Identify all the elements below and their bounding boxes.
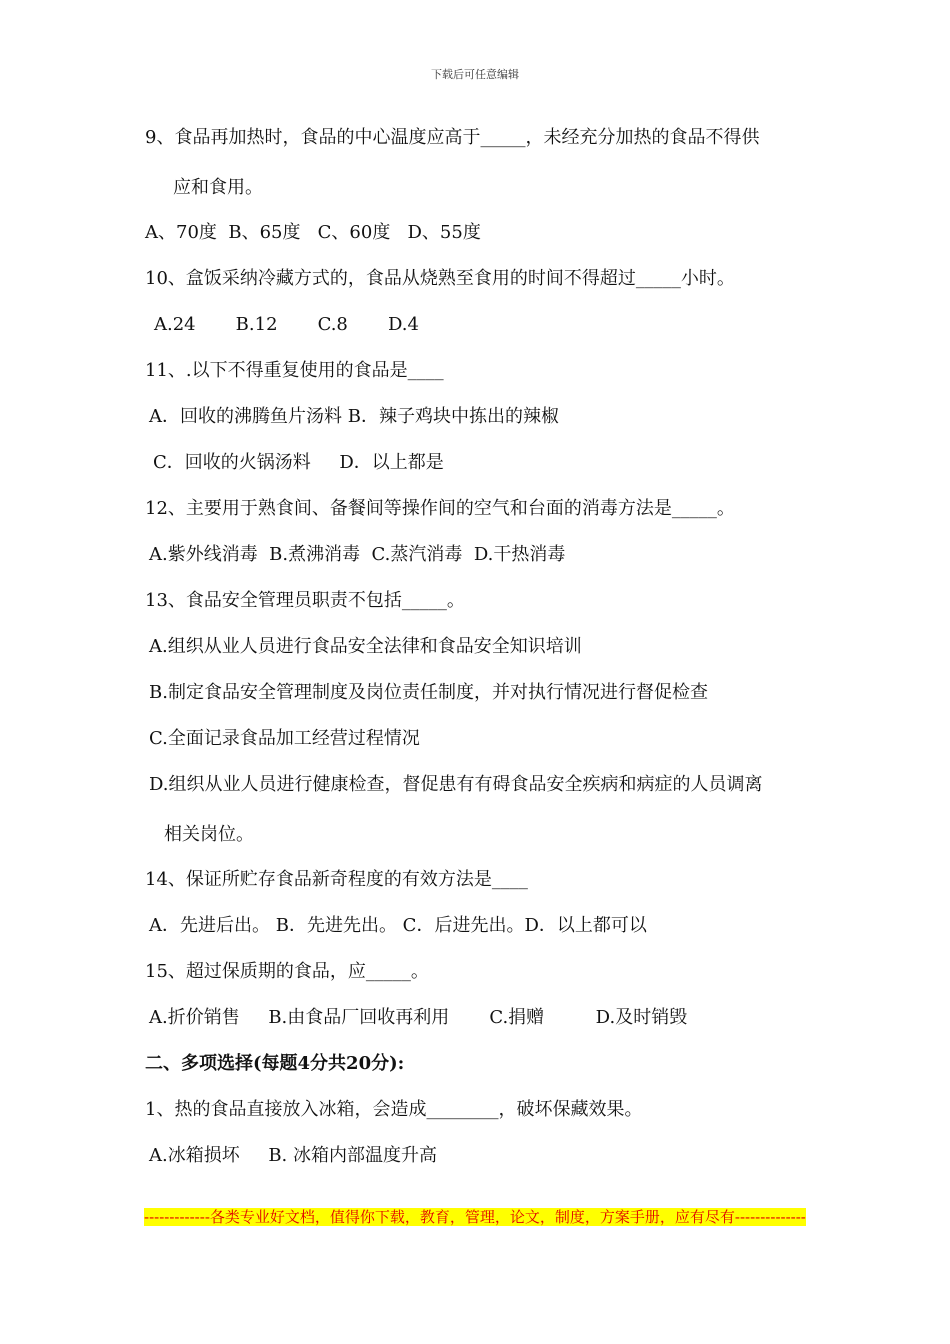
question-13: 13、食品安全管理员职责不包括_____。 [145, 590, 465, 611]
section-heading-multiple-choice: 二、多项选择(每题4分共20分): [145, 1053, 405, 1074]
mc-question-1: 1、热的食品直接放入冰箱，会造成________，破坏保藏效果。 [145, 1099, 643, 1120]
question-11-options-ab: A．回收的沸腾鱼片汤料 B．辣子鸡块中拣出的辣椒 [149, 406, 559, 427]
question-9-options: A、70度 B、65度 C、60度 D、55度 [145, 222, 481, 243]
question-14: 14、保证所贮存食品新奇程度的有效方法是____ [145, 869, 528, 890]
footer-banner [144, 1208, 810, 1226]
question-15: 15、超过保质期的食品，应_____。 [145, 961, 429, 982]
page-header: 下载后可任意编辑 [431, 68, 519, 81]
question-13-option-d-line1: D.组织从业人员进行健康检查，督促患有有碍食品安全疾病和病症的人员调离 [149, 774, 763, 795]
question-13-option-d-line2: 相关岗位。 [164, 824, 254, 845]
question-13-option-b: B.制定食品安全管理制度及岗位责任制度，并对执行情况进行督促检查 [149, 682, 708, 703]
mc-question-1-options: A.冰箱损坏 B. 冰箱内部温度升高 [149, 1145, 437, 1166]
question-11-options-cd: C．回收的火锅汤料 D．以上都是 [153, 452, 444, 473]
question-13-option-c: C.全面记录食品加工经营过程情况 [149, 728, 420, 749]
question-14-options: A．先进后出。 B．先进先出。 C．后进先出。D．以上都可以 [149, 915, 647, 936]
question-13-option-a: A.组织从业人员进行食品安全法律和食品安全知识培训 [149, 636, 582, 657]
question-10: 10、盒饭采纳冷藏方式的，食品从烧熟至食用的时间不得超过_____小时。 [145, 268, 735, 289]
question-9-line2: 应和食用。 [173, 177, 263, 198]
question-12: 12、主要用于熟食间、备餐间等操作间的空气和台面的消毒方法是_____。 [145, 498, 735, 519]
question-12-options: A.紫外线消毒 B.煮沸消毒 C.蒸汽消毒 D.干热消毒 [149, 544, 566, 565]
question-15-options: A.折价销售 B.由食品厂回收再利用 C.捐赠 D.及时销毁 [149, 1007, 688, 1028]
question-11: 11、.以下不得重复使用的食品是____ [145, 360, 444, 381]
question-9-line1: 9、食品再加热时，食品的中心温度应高于_____，未经充分加热的食品不得供 [145, 127, 760, 148]
question-10-options: A.24 B.12 C.8 D.4 [154, 314, 419, 335]
footer-text: -------------各类专业好文档，值得你下载，教育，管理，论文，制度，方案手册，应有尽有-------------- [144, 1208, 806, 1226]
